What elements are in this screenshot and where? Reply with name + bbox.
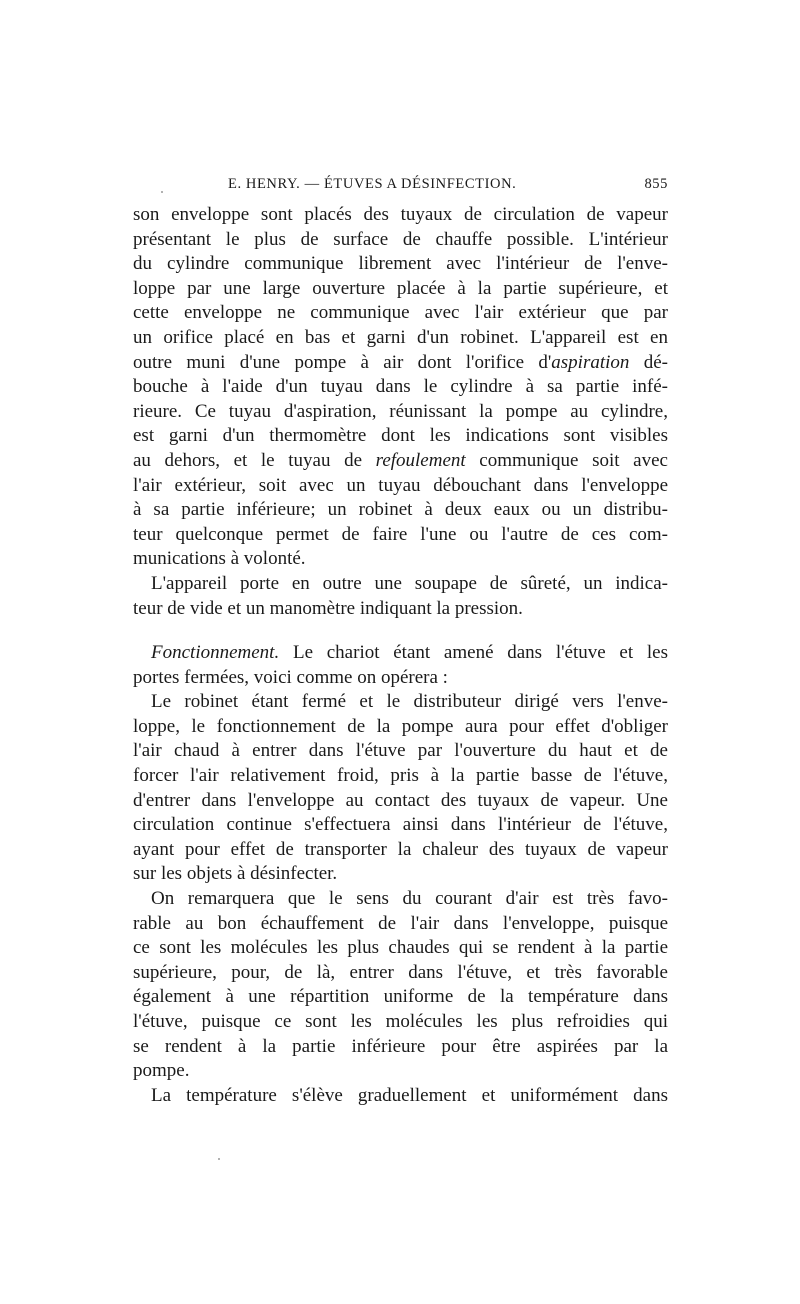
page-number: 855: [644, 176, 668, 192]
text-line-with-italic: [133, 449, 668, 474]
print-speck: [161, 191, 163, 193]
text-line-with-italic: [133, 351, 668, 376]
text-line: l'étuve, puisque ce sont les molécules les plus refroidies qui: [133, 1011, 668, 1032]
text-line: ce sont les molécules les plus chaudes qui se rendent à la partie: [133, 937, 668, 959]
text-line: se rendent à la partie inférieure pour être aspirées par la: [133, 1035, 668, 1057]
text-line: L'appareil porte en outre une soupape de sûreté, un indica-: [151, 572, 668, 594]
text-line: loppe par une large ouverture placée à la partie supérieure, et: [133, 277, 668, 299]
text-line: l'air extérieur, soit avec un tuyau débouchant dans l'enveloppe: [133, 474, 668, 496]
text-line: La température s'élève graduellement et uniformément dans: [151, 1084, 668, 1106]
text-run: outre muni d'une pompe à air dont l'orifice d': [133, 351, 552, 373]
text-line: teur de vide et un manomètre indiquant la pression.: [133, 597, 523, 619]
book-page: [133, 0, 668, 1304]
running-title: E. HENRY. — ÉTUVES A DÉSINFECTION.: [228, 176, 517, 192]
text-line: forcer l'air relativement froid, pris à la partie basse de l'étuve,: [133, 765, 668, 787]
text-line: son enveloppe sont placés des tuyaux de circulation de vapeur: [133, 204, 668, 225]
paragraph-operation-heading: [133, 641, 668, 690]
paragraph-temperature: [133, 1084, 668, 1109]
text-line: munications à volonté.: [133, 548, 306, 570]
paragraph-safety-devices: [133, 572, 668, 621]
text-line: circulation continue s'effectuera ainsi dans l'intérieur de l'étuve,: [133, 814, 668, 836]
print-speck: [218, 1158, 220, 1160]
text-line: On remarquera que le sens du courant d'air est très favo-: [151, 888, 668, 910]
text-run: communique soit avec: [465, 449, 668, 471]
text-line: Le robinet étant fermé et le distributeur dirigé vers l'enve-: [151, 691, 668, 713]
text-line: pompe.: [133, 1060, 190, 1082]
text-line: teur quelconque permet de faire l'une ou l'autre de ces com-: [133, 523, 668, 545]
text-line: bouche à l'aide d'un tuyau dans le cylindre à sa partie infé-: [133, 376, 668, 398]
text-line: rieure. Ce tuyau d'aspiration, réunissant la pompe au cylindre,: [133, 400, 668, 422]
text-line: également à une répartition uniforme de la température dans: [133, 986, 668, 1008]
text-line: rable au bon échauffement de l'air dans l'enveloppe, puisque: [133, 912, 668, 934]
paragraph-operation-steps: [133, 690, 668, 887]
text-line: d'entrer dans l'enveloppe au contact des tuyaux de vapeur. Une: [133, 789, 668, 811]
body-text: [133, 203, 668, 1108]
text-line: présentant le plus de surface de chauffe possible. L'intérieur: [133, 228, 668, 250]
section-gap: [133, 621, 668, 641]
text-run: Le chariot étant amené dans l'étuve et les: [279, 642, 668, 664]
text-run: au dehors, et le tuyau de: [133, 449, 376, 471]
italic-term-refoulement: refoulement: [375, 449, 466, 471]
text-line: ayant pour effet de transporter la chaleur des tuyaux de vapeur: [133, 838, 668, 860]
text-line: supérieure, pour, de là, entrer dans l'étuve, et très favorable: [133, 961, 668, 983]
text-run: dé-: [629, 351, 668, 373]
text-line: est garni d'un thermomètre dont les indications sont visibles: [133, 425, 668, 447]
text-line: sur les objets à désinfecter.: [133, 863, 338, 885]
text-line: loppe, le fonctionnement de la pompe aura pour effet d'obliger: [133, 715, 668, 737]
text-line-with-italic: [133, 641, 668, 666]
text-line: cette enveloppe ne communique avec l'air extérieur que par: [133, 302, 668, 324]
paragraph-air-current: [133, 887, 668, 1084]
text-line: un orifice placé en bas et garni d'un robinet. L'appareil est en: [133, 326, 668, 348]
text-line: à sa partie inférieure; un robinet à deux eaux ou un distribu-: [133, 499, 668, 521]
section-lead-fonctionnement: Fonctionnement.: [151, 642, 280, 664]
text-line: l'air chaud à entrer dans l'étuve par l'ouverture du haut et de: [133, 740, 668, 762]
paragraph-apparatus-description: [133, 203, 668, 572]
text-line: du cylindre communique librement avec l'intérieur de l'enve-: [133, 253, 668, 275]
running-head: [133, 176, 668, 198]
italic-term-aspiration: aspiration: [551, 351, 630, 373]
text-line: portes fermées, voici comme on opérera :: [133, 666, 448, 688]
